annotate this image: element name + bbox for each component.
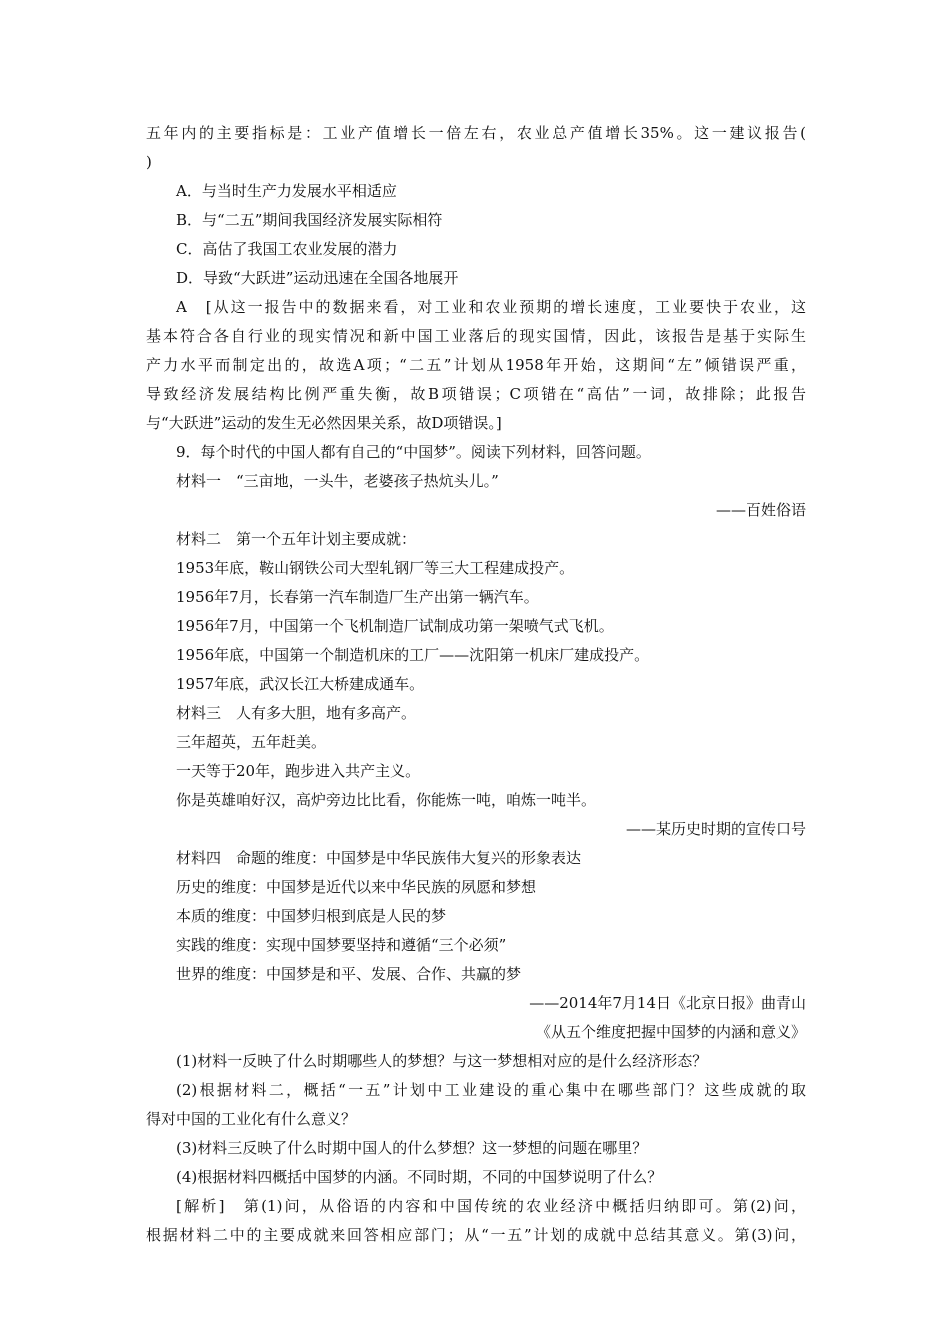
material1-source: ——百姓俗语: [715, 501, 806, 519]
material4-item-3: 实践的维度：实现中国梦要坚持和遵循“三个必须”: [176, 936, 507, 954]
material2-item-4: 1956年底，中国第一个制造机床的工厂——沈阳第一机床厂建成投产。: [176, 646, 650, 664]
material2-item-3: 1956年7月，中国第一个飞机制造厂试制成功第一架喷气式飞机。: [176, 617, 614, 635]
material4-title: 材料四 命题的维度：中国梦是中华民族伟大复兴的形象表达: [176, 849, 582, 867]
material4-item-4: 世界的维度：中国梦是和平、发展、合作、共赢的梦: [176, 965, 522, 983]
document-body: [146, 119, 806, 1250]
q9-stem: 9．每个时代的中国人都有自己的“中国梦”。阅读下列材料，回答问题。: [176, 443, 651, 461]
q9-sub-question-2-line2: 得对中国的工业化有什么意义？: [146, 1110, 357, 1128]
q8-option-c: C．高估了我国工农业发展的潜力: [176, 240, 398, 258]
material2-item-2: 1956年7月，长春第一汽车制造厂生产出第一辆汽车。: [176, 588, 539, 606]
material2-title: 材料二 第一个五年计划主要成就：: [176, 530, 417, 548]
q8-answer-line1: A [从这一报告中的数据来看，对工业和农业预期的增长速度，工业要快于农业，这: [176, 298, 806, 316]
q9-sub-question-4: (4)根据材料四概括中国梦的内涵。不同时期，不同的中国梦说明了什么？: [176, 1168, 663, 1186]
material3-item-1: 三年超英，五年赶美。: [176, 733, 327, 751]
q8-answer-line3: 产力水平而制定出的，故选A项；“二五”计划从1958年开始，这期间“左”倾错误严重，: [146, 356, 806, 374]
material2-item-1: 1953年底，鞍山钢铁公司大型轧钢厂等三大工程建成投产。: [176, 559, 575, 577]
material1-text: 材料一 “三亩地，一头牛，老婆孩子热炕头儿。”: [176, 472, 499, 490]
q8-answer-line5: 与“大跃进”运动的发生无必然因果关系，故D项错误。]: [146, 414, 502, 432]
q8-stem-line2: ): [146, 153, 152, 171]
material3-item-3: 你是英雄咱好汉，高炉旁边比比看，你能炼一吨，咱炼一吨半。: [176, 791, 597, 809]
q8-answer-line4: 导致经济发展结构比例严重失衡，故B项错误；C项错在“高估”一词，故排除；此报告: [146, 385, 806, 403]
q9-analysis-line1: [解析] 第(1)问，从俗语的内容和中国传统的农业经济中概括归纳即可。第(2)问，: [176, 1197, 806, 1215]
q8-stem-line1: 五年内的主要指标是：工业产值增长一倍左右，农业总产值增长35%。这一建议报告(: [146, 124, 806, 142]
material4-source-line1: ——2014年7月14日《北京日报》曲青山: [529, 994, 806, 1012]
material2-item-5: 1957年底，武汉长江大桥建成通车。: [176, 675, 425, 693]
q9-sub-question-2-line1: (2)根据材料二，概括“一五”计划中工业建设的重心集中在哪些部门？这些成就的取: [176, 1081, 806, 1099]
q9-analysis-line2: 根据材料二中的主要成就来回答相应部门；从“一五”计划的成就中总结其意义。第(3)问，: [146, 1226, 806, 1244]
material4-item-1: 历史的维度：中国梦是近代以来中华民族的夙愿和梦想: [176, 878, 537, 896]
material3-item-2: 一天等于20年，跑步进入共产主义。: [176, 762, 421, 780]
q8-option-a: A．与当时生产力发展水平相适应: [176, 182, 397, 200]
material4-source-line2: 《从五个维度把握中国梦的内涵和意义》: [535, 1023, 806, 1041]
material3-source: ——某历史时期的宣传口号: [625, 820, 806, 838]
q8-answer-line2: 基本符合各自行业的现实情况和新中国工业落后的现实国情，因此，该报告是基于实际生: [146, 327, 806, 345]
q9-sub-question-3: (3)材料三反映了什么时期中国人的什么梦想？这一梦想的问题在哪里？: [176, 1139, 648, 1157]
material4-item-2: 本质的维度：中国梦归根到底是人民的梦: [176, 907, 447, 925]
q8-option-d: D．导致“大跃进”运动迅速在全国各地展开: [176, 269, 459, 287]
q8-option-b: B．与“二五”期间我国经济发展实际相符: [176, 211, 443, 229]
material3-title: 材料三 人有多大胆，地有多高产。: [176, 704, 417, 722]
q9-sub-question-1: (1)材料一反映了什么时期哪些人的梦想？与这一梦想相对应的是什么经济形态？: [176, 1052, 708, 1070]
